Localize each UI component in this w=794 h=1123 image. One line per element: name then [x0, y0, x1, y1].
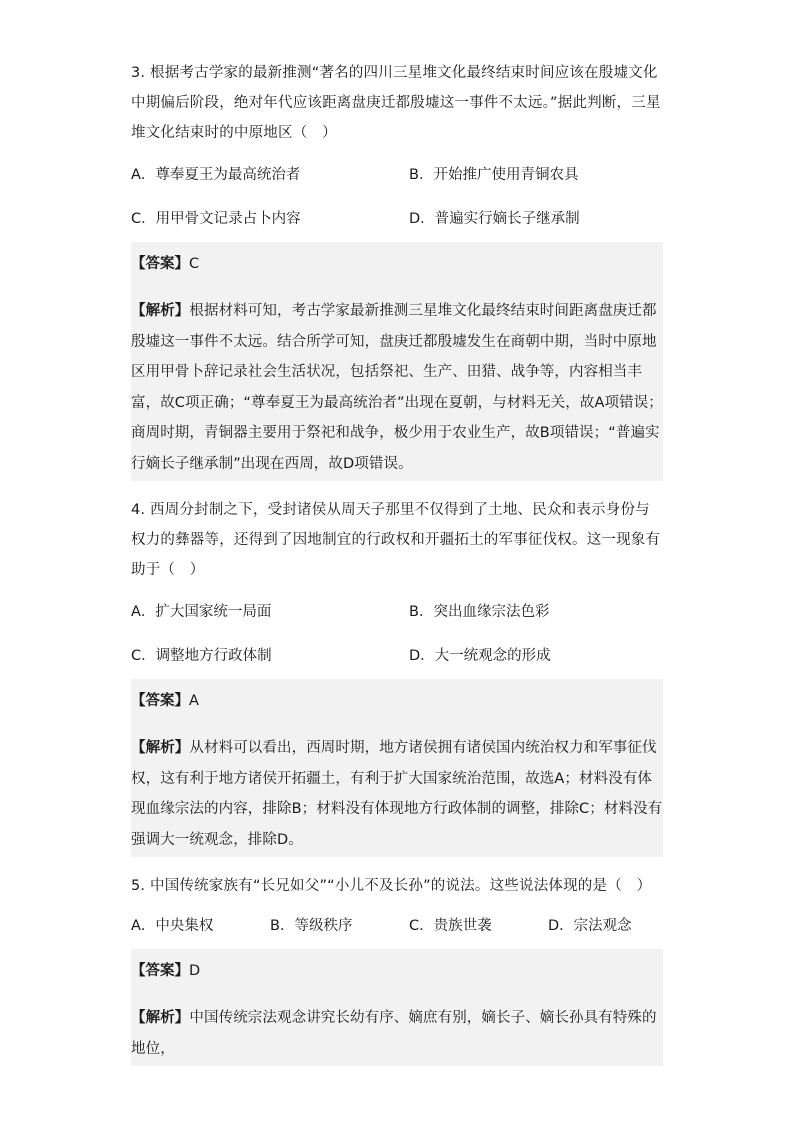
answer-value: A [189, 693, 199, 709]
option-a: A．中央集权 [131, 918, 214, 934]
option-c: C．贵族世袭 [409, 918, 492, 934]
analysis-tag: 【解析】 [131, 303, 190, 319]
analysis-text: 中国传统宗法观念讲究长幼有序、嫡庶有别，嫡长子、嫡长孙具有特殊的地位， [131, 1010, 657, 1057]
answer-box [131, 949, 663, 993]
answer-box [131, 679, 663, 723]
option-d: D．宗法观念 [548, 918, 632, 934]
option-b: B．开始推广使用青铜农具 [409, 167, 579, 183]
answer-value: D [189, 963, 201, 979]
option-d: D．大一统观念的形成 [409, 648, 551, 664]
option-b: B．突出血缘宗法色彩 [409, 604, 550, 620]
option-a: A．扩大国家统一局面 [131, 604, 272, 620]
question-stem: 3. 根据考古学家的最新推测“著名的四川三星堆文化最终结束时间应该在殷墟文化中期偏后阶段，绝对年代应该距离盘庚迁都殷墟这一事件不太远。”据此判断，三星堆文化结束时的中原地区（ ） [131, 65, 661, 141]
question-stem: 4. 西周分封制之下，受封诸侯从周天子那里不仅得到了土地、民众和表示身份与权力的彝器等，还得到了因地制宜的行政权和开疆拓土的军事征伐权。这一现象有助于（ ） [131, 502, 661, 578]
analysis-tag: 【解析】 [131, 740, 190, 756]
answer-value: C [189, 256, 200, 272]
option-c: C．调整地方行政体制 [131, 648, 272, 664]
option-a: A．尊奉夏王为最高统治者 [131, 167, 301, 183]
option-c: C．用甲骨文记录占卜内容 [131, 211, 301, 227]
question-3 [131, 58, 663, 481]
analysis-box [131, 286, 663, 481]
answer-tag: 【答案】 [131, 693, 189, 709]
question-4 [131, 495, 663, 857]
answer-box [131, 242, 663, 286]
option-b: B．等级秩序 [270, 918, 353, 934]
analysis-box [131, 723, 663, 857]
option-d: D．普遍实行嫡长子继承制 [409, 211, 580, 227]
answer-tag: 【答案】 [131, 256, 189, 272]
analysis-box [131, 993, 663, 1066]
analysis-text: 从材料可以看出，西周时期，地方诸侯拥有诸侯国内统治权力和军事征伐权，这有利于地方诸侯开拓疆土，有利于扩大国家统治范围，故选A；材料没有体现血缘宗法的内容，排除B；材料没有体现地方行政体制的调整，排除C；材料没有强调大一统观念，排除D。 [131, 740, 663, 848]
question-stem: 5. 中国传统家族有“长兄如父”“小儿不及长孙”的说法。这些说法体现的是（ ） [131, 878, 652, 894]
answer-tag: 【答案】 [131, 963, 189, 979]
options-row [131, 915, 663, 937]
question-5 [131, 871, 663, 1066]
options-grid [131, 601, 663, 667]
analysis-tag: 【解析】 [131, 1010, 190, 1026]
analysis-text: 根据材料可知，考古学家最新推测三星堆文化最终结束时间距离盘庚迁都殷墟这一事件不太远。结合所学可知，盘庚迁都殷墟发生在商朝中期，当时中原地区用甲骨卜辞记录社会生活状况，包括祭祀、生产、田猎、战争等，内容相当丰富，故C项正确；“尊奉夏王为最高统治者”出现在夏朝，与材料无关，故A项错误；商周时期，青铜器主要用于祭祀和战争，极少用于农业生产，故B项错误；“普遍实行嫡长子继承制”出现在西周，故D项错误。 [131, 303, 663, 472]
document-page [131, 58, 663, 1066]
options-grid [131, 164, 663, 230]
